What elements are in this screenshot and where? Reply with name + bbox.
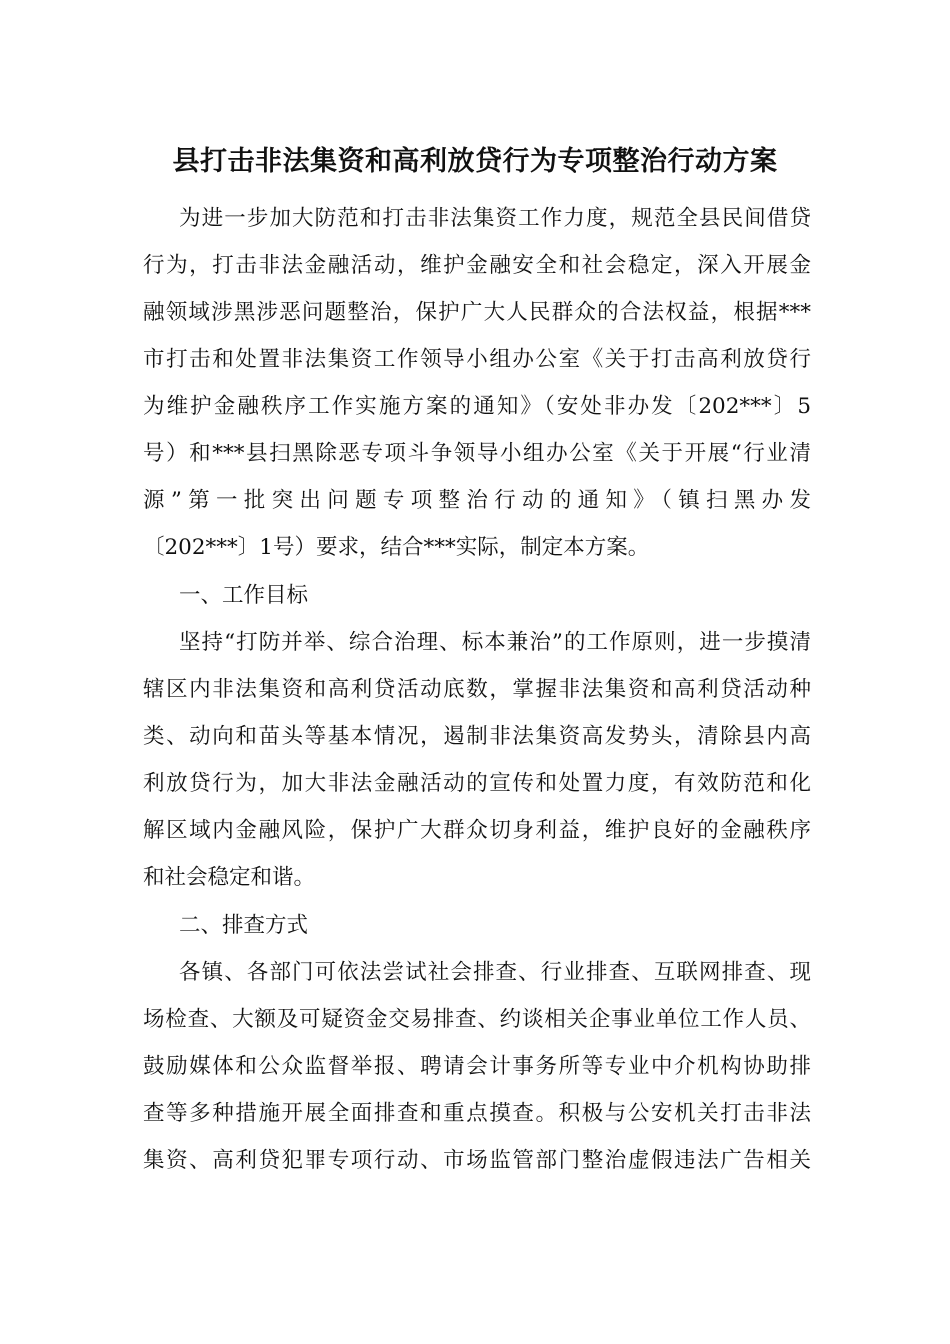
body-line: 场检查、大额及可疑资金交易排查、约谈相关企事业单位工作人员、: [143, 1007, 811, 1032]
body-line: 为进一步加大防范和打击非法集资工作力度，规范全县民间借贷: [179, 206, 811, 231]
body-line: 行为，打击非法金融活动，维护金融安全和社会稳定，深入开展金: [143, 253, 811, 278]
body-line: 鼓励媒体和公众监督举报、聘请会计事务所等专业中介机构协助排: [143, 1054, 811, 1079]
section-heading: 二、排查方式: [179, 913, 309, 938]
document-title: 县打击非法集资和高利放贷行为专项整治行动方案: [172, 146, 778, 177]
body-line: 集资、高利贷犯罪专项行动、市场监管部门整治虚假违法广告相关: [143, 1148, 811, 1173]
body-line: 号）和***县扫黑除恶专项斗争领导小组办公室《关于开展“行业清: [143, 441, 811, 466]
body-line: 类、动向和苗头等基本情况，遏制非法集资高发势头，清除县内高: [143, 724, 811, 749]
body-line: 利放贷行为，加大非法金融活动的宣传和处置力度，有效防范和化: [143, 771, 811, 796]
body-line: 融领域涉黑涉恶问题整治，保护广大人民群众的合法权益，根据***: [143, 300, 811, 325]
section-heading: 一、工作目标: [179, 583, 309, 608]
body-line: 辖区内非法集资和高利贷活动底数，掌握非法集资和高利贷活动种: [143, 677, 811, 702]
body-line: 市打击和处置非法集资工作领导小组办公室《关于打击高利放贷行: [143, 347, 811, 372]
body-line: 〔202***〕1号）要求，结合***实际，制定本方案。: [143, 535, 650, 560]
body-line: 查等多种措施开展全面排查和重点摸查。积极与公安机关打击非法: [143, 1101, 811, 1126]
body-line: 各镇、各部门可依法尝试社会排查、行业排查、互联网排查、现: [179, 960, 811, 985]
body-line: 坚持“打防并举、综合治理、标本兼治”的工作原则，进一步摸清: [179, 630, 811, 655]
body-line: 解区域内金融风险，保护广大群众切身利益，维护良好的金融秩序: [143, 818, 811, 843]
body-line: 和社会稳定和谐。: [143, 865, 316, 890]
body-line: 源”第一批突出问题专项整治行动的通知》（镇扫黑办发: [143, 488, 811, 513]
body-line: 为维护金融秩序工作实施方案的通知》（安处非办发〔202***〕5: [143, 394, 811, 419]
